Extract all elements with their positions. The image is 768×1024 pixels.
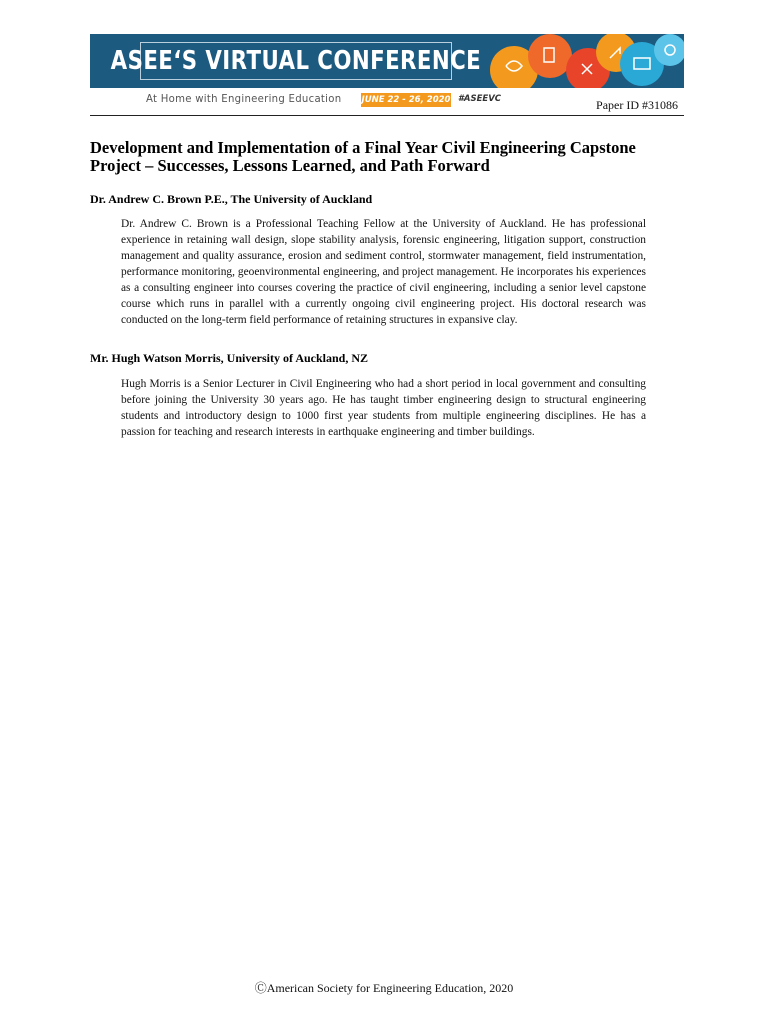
conference-illustration-icon [484,34,684,88]
conference-subbar [90,88,684,116]
conference-subtitle: At Home with Engineering Education [146,92,342,105]
header-rule [90,115,684,116]
author-bio: Hugh Morris is a Senior Lecturer in Civil Engineering who had a short period in local government and consulting before joining the University 30 years ago. He has taught timber engineering design to structural engineering students and introductory design to 1000 first year students from multiple engineering disciplines. He has a passion for teaching and research interests in earthquake engineering and timber buildings. [121,378,646,438]
conference-dates: JUNE 22 - 26, 2020 [361,95,451,105]
author-name: Mr. Hugh Watson Morris, University of Auckland, NZ [90,351,369,365]
banner-title-box [110,42,482,80]
author-name: Dr. Andrew C. Brown P.E., The University of Auckland [90,192,373,206]
paper-id: Paper ID #31086 [596,98,678,112]
paper-title: Development and Implementation of a Final Year Civil Engineering Capstone Project – Successes, Lessons Learned, and Path Forward [90,138,636,175]
conference-hashtag: #ASEEVC [458,94,502,104]
copyright-footer: ⒸAmerican Society for Engineering Education, 2020 [254,981,514,995]
author-bio: Dr. Andrew C. Brown is a Professional Teaching Fellow at the University of Auckland. He has professional experience in retaining wall design, slope stability analysis, forensic engineering, litigation support, construction management and quality assurance, erosion and sediment control, stormwater management, field instrumentation, performance monitoring, geoenvironmental engineering, and project management. He incorporates his experiences as a consulting engineer into courses covering the practice of civil engineering, including a senior level capstone course which runs in parallel with a currently ongoing civil engineering project. His doctoral research was conducted on the long-term field performance of retaining structures in expansive clay. [121,218,646,326]
conference-title: ASEE‘S VIRTUAL CONFERENCE [110,46,482,76]
conference-banner [90,34,684,88]
conference-dates-badge [361,93,451,107]
